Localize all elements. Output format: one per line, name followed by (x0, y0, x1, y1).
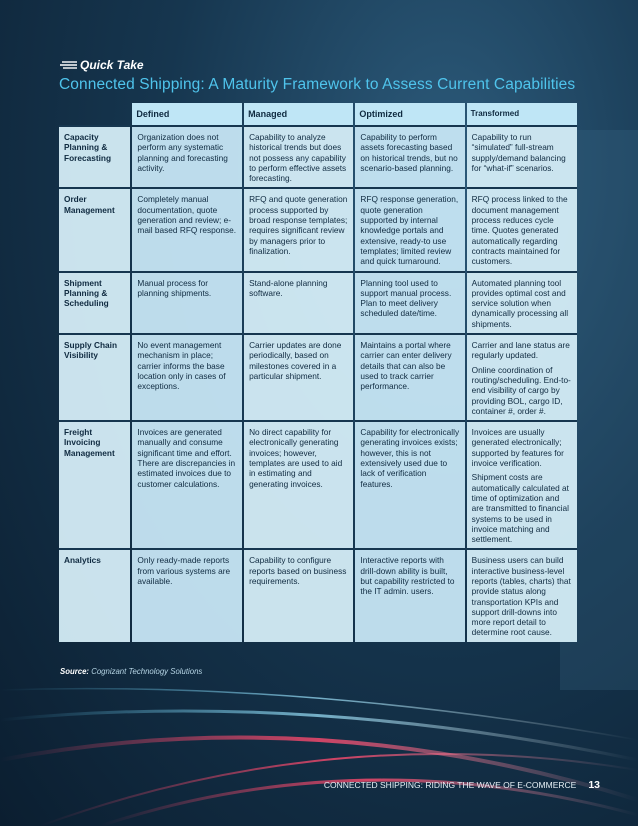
table-cell: Capability for electronically generating invoices exists; however, this is not extensively used due to lack of verification features. (355, 420, 464, 548)
footer-text: CONNECTED SHIPPING: RIDING THE WAVE OF E-COMMERCE (323, 780, 577, 790)
quick-take-text: Quick Take (80, 58, 144, 72)
row-label: Capacity Planning & Forecasting (59, 125, 130, 187)
page-title: Connected Shipping: A Maturity Framework to Assess Current Capabilities (59, 76, 576, 93)
table-cell: Interactive reports with drill-down ability is built, but capability restricted to the IT admin. users. (355, 548, 464, 641)
table-row (59, 548, 577, 641)
speed-lines-icon (60, 60, 78, 70)
table-cell: No event management mechanism in place; carrier informs the base location only in cases of exceptions. (132, 333, 242, 420)
column-header: Defined (132, 103, 242, 125)
table-row (59, 333, 577, 420)
table-cell: Business users can build interactive business-level reports (tables, charts) that provide status along transportation KPIs and support drill-downs into more report detail to determine root cause. (467, 548, 577, 641)
table-cell: RFQ process linked to the document management process reduces cycle time. Quotes generated automatically regarding contracts maintained for customers. (467, 187, 577, 270)
page-number: 13 (588, 779, 600, 791)
page-footer (324, 779, 600, 791)
table-cell: Carrier updates are done periodically, based on milestones covered in a particular shipment. (244, 333, 353, 420)
table-cell: Organization does not perform any systematic planning and forecasting activity. (132, 125, 242, 187)
table-cell: RFQ and quote generation process supported by broad response templates; requires significant review by managers prior to finalization. (244, 187, 353, 270)
table-cell: Capability to analyze historical trends but does not possess any capability to perform effective assets forecasting. (244, 125, 353, 187)
table-cell: Completely manual documentation, quote generation and review; e-mail based RFQ response. (132, 187, 242, 270)
table-cell: Capability to perform assets forecasting based on historical trends, but no scenario-based planning. (355, 125, 464, 187)
table-cell: Capability to configure reports based on business requirements. (244, 548, 353, 641)
quick-take-label (60, 58, 144, 72)
table-row (59, 125, 577, 187)
column-header: Optimized (355, 103, 464, 125)
maturity-framework-table (57, 103, 579, 642)
row-label: Freight Invoicing Management (59, 420, 130, 548)
row-label: Supply Chain Visibility (59, 333, 130, 420)
table-header-row (59, 103, 577, 125)
row-label: Shipment Planning & Scheduling (59, 271, 130, 333)
table-row (59, 187, 577, 270)
table-row (59, 420, 577, 548)
table-cell: Automated planning tool provides optimal cost and service solution when dynamically processing all shipments. (467, 271, 577, 333)
column-header: Transformed (467, 103, 577, 125)
table-cell: Invoices are generated manually and consume significant time and effort. There are discrepancies in estimated invoices due to customer calculations. (132, 420, 242, 548)
table-cell: Carrier and lane status are regularly updated. Online coordination of routing/scheduling. End-to-end visibility of cargo by providing BOL, cargo ID, container #, order #. (467, 333, 577, 420)
table-cell: Capability to run “simulated” full-stream supply/demand balancing for “what-if” scenarios. (467, 125, 577, 187)
table-cell: Manual process for planning shipments. (132, 271, 242, 333)
column-header: Managed (244, 103, 353, 125)
table-cell: Invoices are usually generated electronically; supported by features for invoice verification. Shipment costs are automatically calculated at time of optimization and are transmitted to financial systems to be used in invoice matching and settlement. (467, 420, 577, 548)
source-label: Source: (60, 667, 90, 676)
row-label: Analytics (59, 548, 130, 641)
source-note (60, 667, 202, 676)
corner-cell (59, 103, 130, 125)
row-label: Order Management (59, 187, 130, 270)
table-cell: RFQ response generation, quote generation supported by internal knowledge portals and extensive, ready-to use templates; limited review and quick turnaround. (355, 187, 464, 270)
source-text: Cognizant Technology Solutions (91, 667, 203, 676)
table-cell: Planning tool used to support manual process. Plan to meet delivery scheduled date/time. (355, 271, 464, 333)
table-row (59, 271, 577, 333)
table-cell: Stand-alone planning software. (244, 271, 353, 333)
table-cell: Only ready-made reports from various systems are available. (132, 548, 242, 641)
table-cell: Maintains a portal where carrier can enter delivery details that can also be used to track carrier performance. (355, 333, 464, 420)
table-cell: No direct capability for electronically generating invoices; however, templates are used to aid in estimating and generating invoices. (244, 420, 353, 548)
